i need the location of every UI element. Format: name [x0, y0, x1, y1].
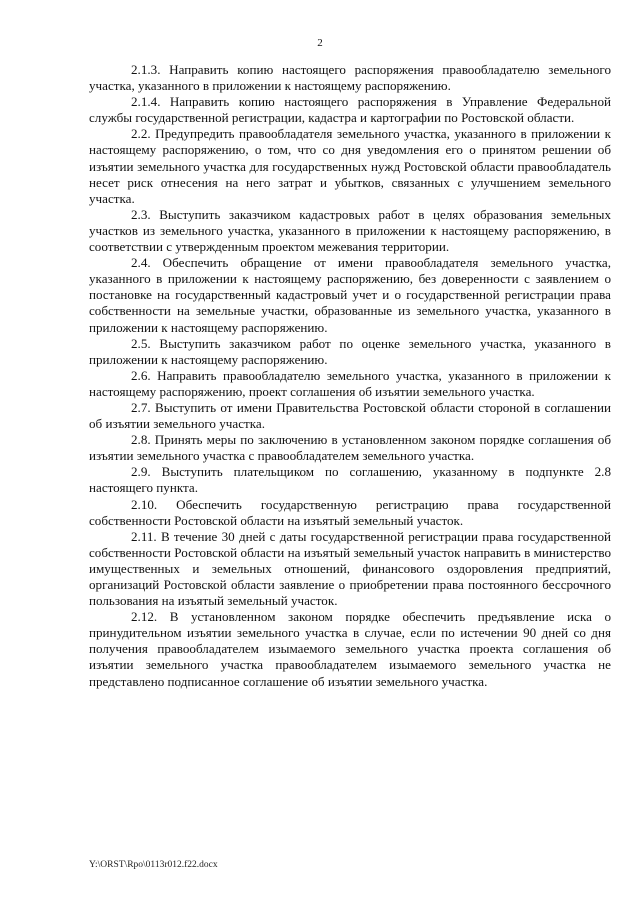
page-number: 2	[317, 37, 323, 49]
paragraph-2-9: 2.9. Выступить плательщиком по соглашению, указанному в подпункте 2.8 настоящего пункта.	[89, 464, 611, 496]
paragraph-2-2: 2.2. Предупредить правообладателя земельного участка, указанного в приложении к настоящему распоряжению, о том, что со дня уведомления его о принятом решении об изъятии земельного участка для государственных нужд Ростовской области правообладатель несет риск отнесения на него затрат и убытков, связанных с улучшением земельного участка.	[89, 126, 611, 206]
paragraph-2-1-4: 2.1.4. Направить копию настоящего распоряжения в Управление Федеральной службы государственной регистрации, кадастра и картографии по Ростовской области.	[89, 94, 611, 126]
paragraph-2-3: 2.3. Выступить заказчиком кадастровых работ в целях образования земельных участков из земельного участка, указанного в приложении к настоящему распоряжению, в соответствии с утвержденным проектом межевания территории.	[89, 206, 611, 255]
paragraph-2-11: 2.11. В течение 30 дней с даты государственной регистрации права государственной собственности Ростовской области на изъятый земельный участок направить в министерство имущественных и земельных отношений, финансового оздоровления предприятий, организаций Ростовской области заявление о приобретении права постоянного бессрочного пользования на изъятый земельный участок.	[89, 528, 611, 609]
paragraph-2-6: 2.6. Направить правообладателю земельного участка, указанного в приложении к настоящему распоряжению, проект соглашения об изъятии земельного участка.	[89, 367, 611, 399]
paragraph-2-7: 2.7. Выступить от имени Правительства Ростовской области стороной в соглашении об изъятии земельного участка.	[89, 399, 611, 432]
document-body	[89, 62, 611, 690]
paragraph-2-5: 2.5. Выступить заказчиком работ по оценке земельного участка, указанного в приложении к настоящему распоряжению.	[89, 335, 611, 367]
paragraph-2-1-3: 2.1.3. Направить копию настоящего распоряжения правообладателю земельного участка, указанного в приложении к настоящему распоряжению.	[89, 62, 611, 94]
paragraph-2-4: 2.4. Обеспечить обращение от имени правообладателя земельного участка, указанного в приложении к настоящему распоряжению, без доверенности с заявлением о постановке на государственный кадастровый учет и о государственной регистрации права собственности на земельные участки, образованные из земельного участка, указанного в приложении к настоящему распоряжению.	[89, 255, 611, 335]
paragraph-2-10: 2.10. Обеспечить государственную регистрацию права государственной собственности Ростовской области на изъятый земельный участок.	[89, 496, 611, 528]
paragraph-2-8: 2.8. Принять меры по заключению в установленном законом порядке соглашения об изъятии земельного участка с правообладателем земельного участка.	[89, 432, 611, 464]
footer-file-path: Y:\ORST\Rpo\0113r012.f22.docx	[89, 860, 218, 870]
paragraph-2-12: 2.12. В установленном законом порядке обеспечить предъявление иска о принудительном изъятии земельного участка в случае, если по истечении 90 дней со дня получения правообладателем изымаемого земельного участка проекта соглашения об изъятии земельного участка правообладателем изымаемого земельного участка не представлено подписанное соглашение об изъятии земельного участка.	[89, 609, 611, 689]
